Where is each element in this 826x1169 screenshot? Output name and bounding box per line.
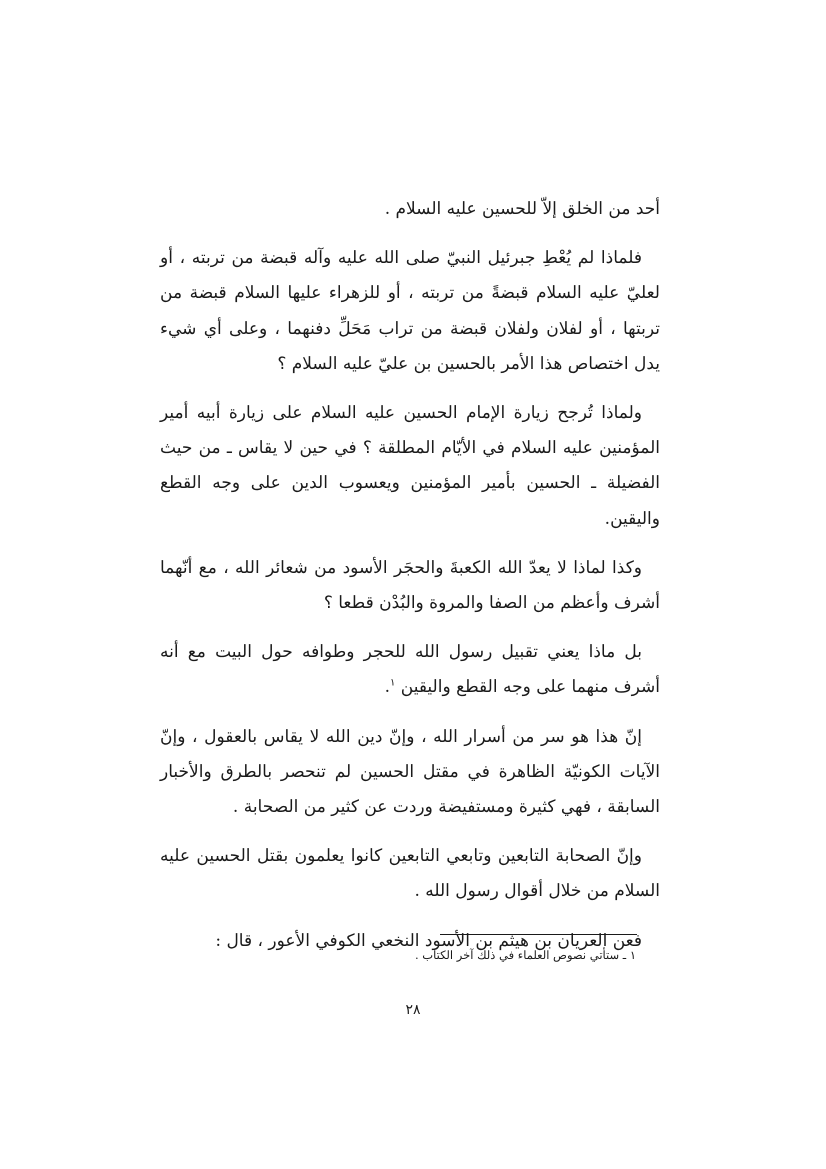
- paragraph-5-end: .: [384, 677, 390, 698]
- paragraph-1: أحد من الخلق إلاّ للحسين عليه السلام .: [384, 199, 660, 219]
- footnote: ١ ـ ستأتي نصوص العلماء في ذلك آخر الكتاب .: [414, 948, 636, 962]
- paragraph-4: وكذا لماذا لا يعدّ الله الكعبةَ والحجَر الأسود من شعائر الله ، مع أنّهما أشرف وأعظم من الصفا والمروة والبُدْن قطعا ؟: [160, 557, 660, 614]
- paragraph-7: وإنّ الصحابة التابعين وتابعي التابعين كانوا يعلمون بقتل الحسين عليه السلام من خلال أقوال رسول الله .: [160, 846, 660, 902]
- footnote-divider: [440, 934, 637, 935]
- paragraph-5-text: بل ماذا يعني تقبيل رسول الله للحجر وطوافه حول البيت مع أنه أشرف منهما على وجه القطع واليقين: [160, 642, 660, 698]
- paragraph-5: [160, 635, 660, 705]
- paragraph-3: ولماذا تُرجح زيارة الإمام الحسين عليه السلام على زيارة أبيه أمير المؤمنين عليه السلام في الأيّام المطلقة ؟ في حين لا يقاس ـ من حيث الفضيلة ـ الحسين بأمير المؤمنين ويعسوب الدين على وجه القطع واليقين.: [160, 403, 660, 529]
- paragraph-8: فعن العريان بن هيثم بن الأسود النخعي الكوفي الأعور ، قال :: [215, 930, 642, 951]
- main-text: [160, 192, 660, 959]
- paragraph-2: فلماذا لم يُعْطِ جبرئيل النبيّ صلى الله عليه وآله قبضة من تربته ، أو لعليّ عليه السلام قبضةً من تربته ، أو للزهراء عليها السلام قبضة من تربتها ، أو لفلان ولفلان قبضة من تراب مَحَلِّ دفنهما ، وعلى أي شيء يدل اختصاص هذا الأمر بالحسين بن عليّ عليه السلام ؟: [160, 248, 660, 374]
- page-number: ٢٨: [405, 1002, 421, 1018]
- footnote-reference: ١: [389, 677, 396, 689]
- paragraph-6: إنّ هذا هو سر من أسرار الله ، وإنّ دين الله لا يقاس بالعقول ، وإنّ الآيات الكونيّة الظاهرة في مقتل الحسين لم تنحصر بالطرق والأخبار السابقة ، فهي كثيرة ومستفيضة وردت عن كثير من الصحابة .: [160, 726, 660, 818]
